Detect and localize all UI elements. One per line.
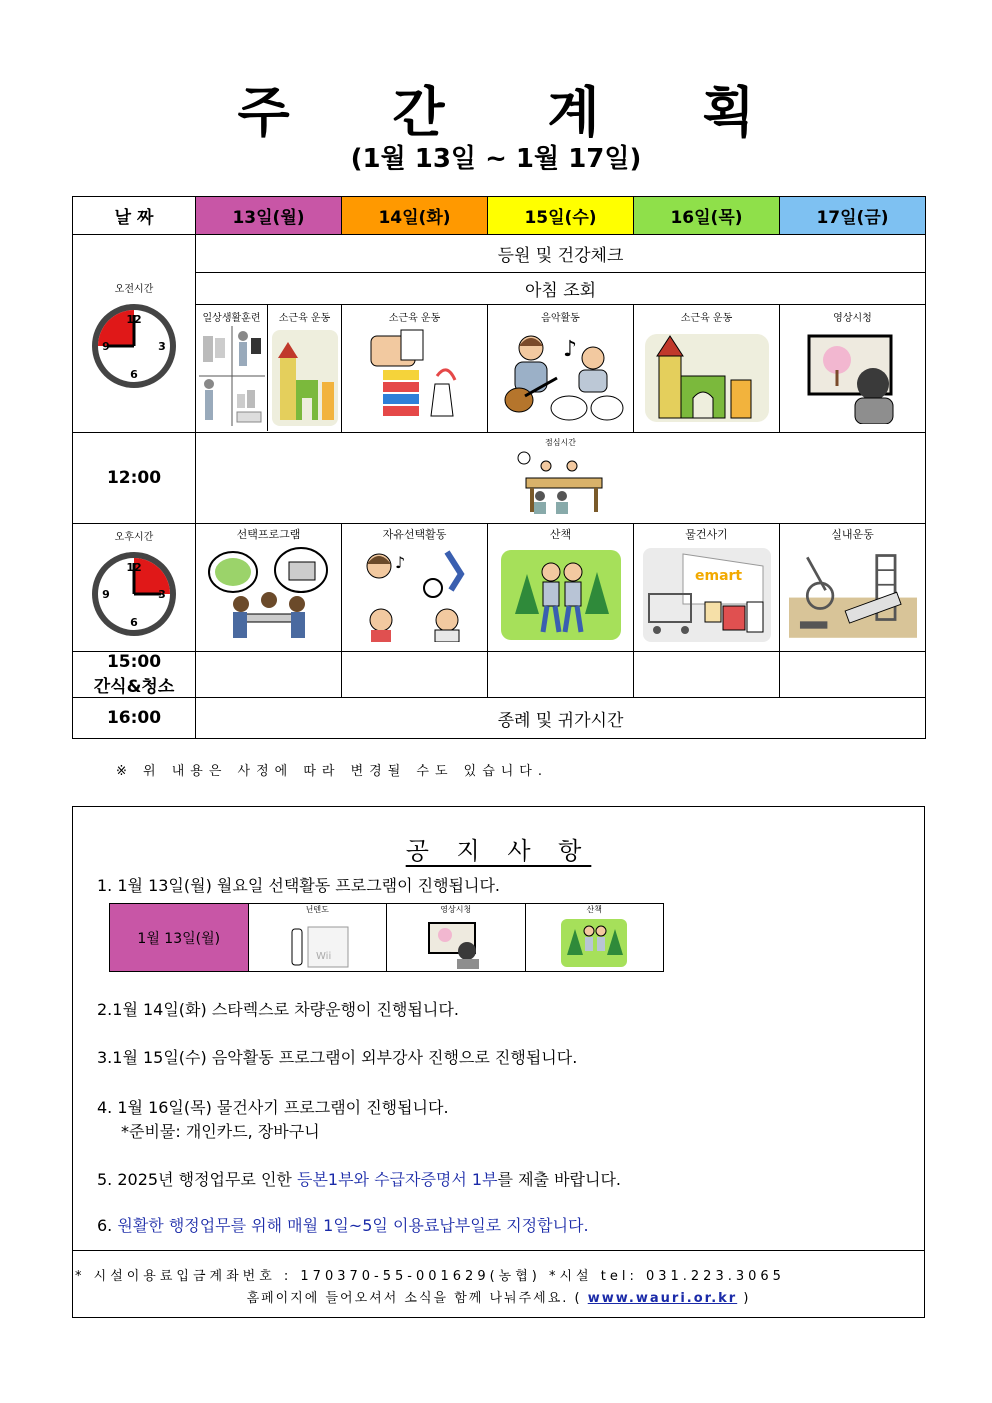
lunch-cell [196, 433, 926, 524]
morning-label: 오전시간 [114, 284, 154, 295]
fri-morning-cell [780, 305, 926, 433]
mon-afternoon-cell [196, 524, 342, 652]
walk-icon [559, 915, 629, 969]
block-castle-icon [643, 326, 771, 424]
notice-title: 공 지 사 항 [405, 837, 592, 865]
notice-item-3: 3.1월 15일(수) 음악활동 프로그램이 외부강사 진행으로 진행됩니다. [97, 1048, 578, 1067]
snack-label: 간식&청소 [93, 677, 175, 697]
clock-num-3: 3 [158, 588, 166, 601]
music-activity-icon [497, 326, 625, 424]
game-console-icon [282, 915, 352, 969]
wed-pm-activity: 산책 [549, 528, 572, 541]
clock-num-6: 6 [130, 368, 138, 381]
change-notice: ※ 위 내용은 사정에 따라 변경될 수도 있습니다. [116, 764, 548, 779]
day-mon: 13일(월) [196, 197, 342, 235]
snack-time-cell [73, 652, 196, 698]
tue-afternoon-cell [342, 524, 488, 652]
wed-afternoon-cell [488, 524, 634, 652]
clock-num-12: 12 [126, 313, 142, 326]
thu-activity: 소근육 운동 [680, 313, 733, 324]
page-subtitle: (1월 13일 ~ 1월 17일) [350, 144, 642, 174]
daily-living-icon [197, 324, 267, 428]
choice-program-icon [205, 544, 333, 642]
end-label: 종례 및 귀가시간 [196, 698, 926, 739]
tue-pm-activity: 자유선택활동 [382, 528, 447, 541]
notice-item-2: 2.1월 14일(화) 스타렉스로 차량운행이 진행됩니다. [97, 1000, 459, 1019]
clock-num-9: 9 [102, 340, 110, 353]
lunch-table-icon [516, 448, 606, 518]
fri-activity: 영상시청 [833, 313, 872, 324]
mon-activity-a: 일상생활훈련 [202, 313, 261, 324]
notice-item-5-pre: 5. 2025년 행정업무로 인한 [97, 1170, 297, 1189]
mon-morning-cell [196, 305, 342, 433]
snack-wed [488, 652, 634, 698]
tue-morning-cell [342, 305, 488, 433]
emart-logo: emart [694, 568, 742, 584]
notice-item-6-highlight: 원활한 행정업무를 위해 매월 1일~5일 이용료납부일로 지정합니다. [117, 1216, 589, 1235]
music-note-icon: ♪ [562, 337, 577, 362]
thu-morning-cell [634, 305, 780, 433]
notice-item-4-sub: *준비물: 개인카드, 장바구니 [121, 1122, 320, 1141]
clock-num-9: 9 [102, 588, 110, 601]
date-label: 날 짜 [73, 197, 196, 235]
day-tue: 14일(화) [342, 197, 488, 235]
schedule-header-row [73, 197, 926, 235]
homepage-text-post: ) [737, 1291, 751, 1306]
fri-pm-activity: 실내운동 [831, 528, 874, 541]
weekly-schedule-table [72, 196, 926, 739]
notice-item-6 [97, 1213, 589, 1236]
mini-cell-3 [525, 904, 664, 972]
fri-afternoon-cell [780, 524, 926, 652]
wed-morning-cell [488, 305, 634, 433]
thu-pm-activity: 물건사기 [685, 528, 728, 541]
notice-item-5-highlight: 등본1부와 수급자증명서 1부 [296, 1170, 498, 1189]
indoor-exercise-icon [789, 544, 917, 642]
tue-activity: 소근육 운동 [388, 313, 441, 324]
video-watching-icon [789, 326, 917, 424]
free-choice-icon [351, 544, 479, 642]
noon-time: 12:00 [73, 433, 196, 524]
lunch-label: 점심시간 [545, 438, 576, 447]
notice-item-6-pre: 6. [97, 1216, 118, 1235]
morning-clock-icon [89, 301, 179, 391]
mini-cell-1-label: 닌텐도 [305, 905, 329, 914]
page-title: 주 간 계 획 [237, 81, 797, 144]
notice-item-1: 1. 1월 13일(월) 월요일 선택활동 프로그램이 진행됩니다. [97, 876, 501, 895]
monday-choice-table [109, 903, 664, 972]
notice-item-4: 4. 1월 16일(목) 물건사기 프로그램이 진행됩니다. [97, 1098, 449, 1117]
mini-cell-1 [248, 904, 387, 972]
homepage-text-pre: 홈페이지에 들어오셔서 소식을 함께 나눠주세요. ( [246, 1291, 588, 1306]
morning-time-cell [73, 235, 196, 433]
mini-cell-3-label: 산책 [586, 905, 602, 914]
homepage-info [73, 1287, 924, 1306]
notice-item-5-post: 를 제출 바랍니다. [497, 1170, 621, 1189]
homepage-link[interactable]: www.wauri.or.kr [587, 1291, 738, 1306]
mini-date: 1월 13일(월) [110, 904, 249, 972]
snack-fri [780, 652, 926, 698]
shopping-icon [643, 544, 771, 642]
notice-item-5 [97, 1167, 621, 1190]
morning-meeting: 아침 조회 [196, 273, 926, 305]
day-thu: 16일(목) [634, 197, 780, 235]
snack-mon [196, 652, 342, 698]
walk-icon [497, 544, 625, 642]
afternoon-clock-icon [89, 549, 179, 639]
wii-logo: Wii [316, 951, 332, 962]
video-watching-icon [421, 915, 491, 969]
wed-activity: 음악활동 [541, 313, 580, 324]
clock-num-6: 6 [130, 616, 138, 629]
mon-activity-b: 소근육 운동 [278, 313, 331, 324]
snack-tue [342, 652, 488, 698]
cup-stacking-icon [351, 326, 479, 424]
snack-time: 15:00 [106, 652, 162, 672]
thu-afternoon-cell [634, 524, 780, 652]
afternoon-time-cell [73, 524, 196, 652]
mon-pm-activity: 선택프로그램 [236, 528, 301, 541]
snack-thu [634, 652, 780, 698]
mini-cell-2-label: 영상시청 [440, 905, 472, 914]
account-info: * 시설이용료입금계좌번호 : 170370-55-001629(농협) *시설 tel: 031.223.3065 [75, 1269, 785, 1284]
notice-divider [73, 1250, 924, 1251]
clock-num-3: 3 [158, 340, 166, 353]
end-time: 16:00 [73, 698, 196, 739]
music-note-icon: ♪ [394, 553, 405, 572]
clock-num-12: 12 [126, 561, 142, 574]
day-wed: 15일(수) [488, 197, 634, 235]
mini-cell-2 [387, 904, 526, 972]
arrival-check: 등원 및 건강체크 [196, 235, 926, 273]
afternoon-label: 오후시간 [114, 532, 154, 543]
notice-box [72, 806, 925, 1318]
day-fri: 17일(금) [780, 197, 926, 235]
block-castle-icon [270, 324, 340, 428]
